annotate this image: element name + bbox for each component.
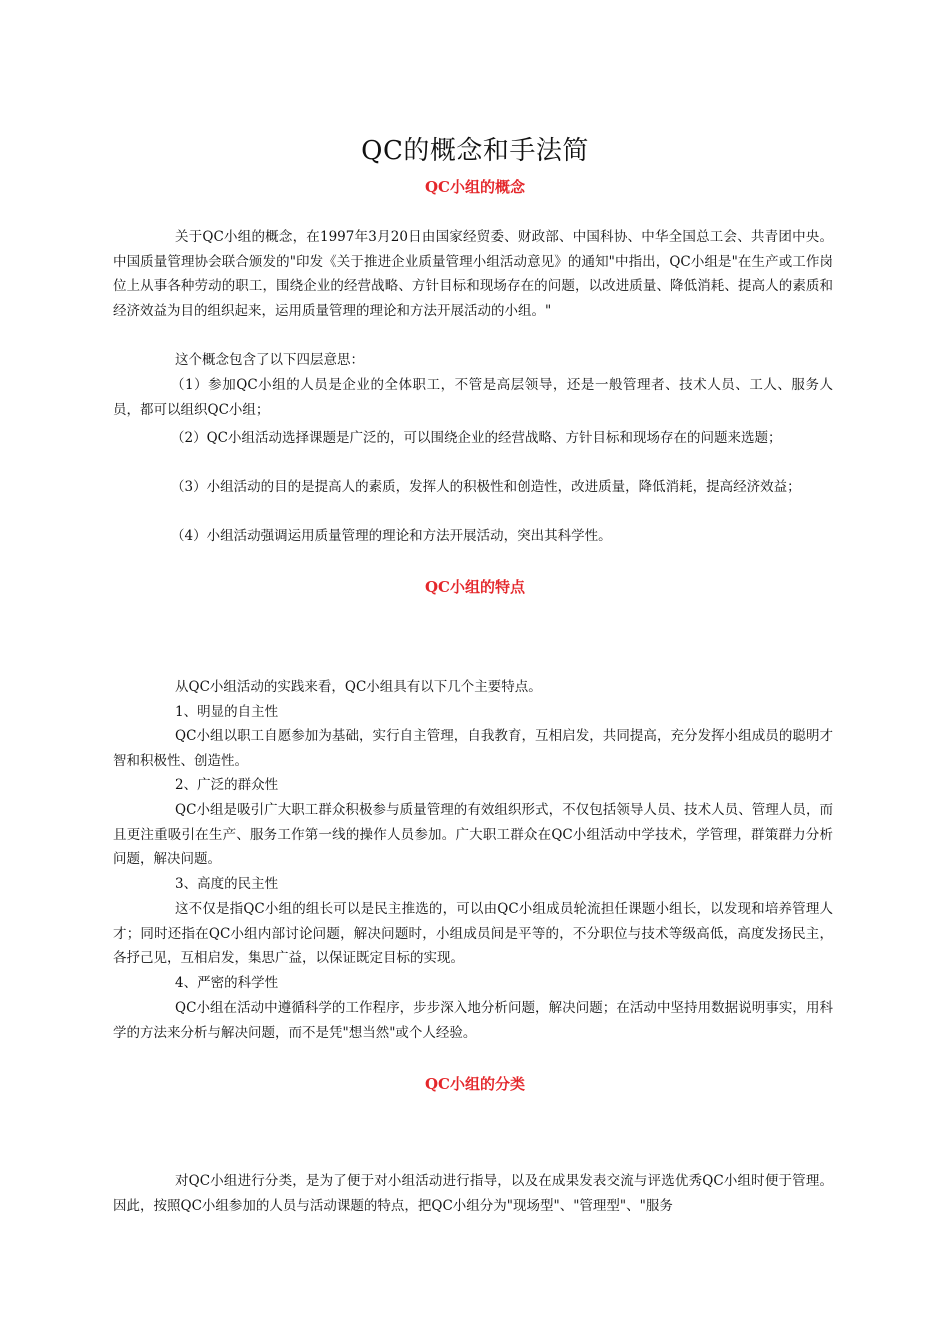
paragraph-concept-point-4: （4）小组活动强调运用质量管理的理论和方法开展活动，突出其科学性。 [171, 528, 612, 544]
section-heading-features: QC小组的特点 [424, 578, 525, 596]
paragraph-concept-point-1: （1）参加QC小组的人员是企业的全体职工，不管是高层领导，还是一般管理者、技术人员、工人、服务人员，都可以组织QC小组； [113, 377, 833, 418]
paragraph-concept-point-2: （2）QC小组活动选择课题是广泛的，可以围绕企业的经营战略、方针目标和现场存在的问题来选题； [171, 430, 782, 446]
paragraph-feature-4-title: 4、严密的科学性 [175, 975, 279, 991]
paragraph-concept-point-3: （3）小组活动的目的是提高人的素质，发挥人的积极性和创造性，改进质量，降低消耗，提高经济效益； [171, 479, 801, 495]
paragraph-concept-intro: 这个概念包含了以下四层意思： [175, 352, 364, 368]
section-heading-classification: QC小组的分类 [424, 1075, 525, 1093]
paragraph-feature-1-body: QC小组以职工自愿参加为基础，实行自主管理，自我教育，互相启发，共同提高，充分发挥小组成员的聪明才智和积极性、创造性。 [113, 728, 833, 769]
paragraph-feature-1-title: 1、明显的自主性 [175, 704, 279, 720]
paragraph-feature-2-title: 2、广泛的群众性 [175, 777, 279, 793]
paragraph-classification-intro: 对QC小组进行分类，是为了便于对小组活动进行指导，以及在成果发表交流与评选优秀QC小组时便于管理。因此，按照QC小组参加的人员与活动课题的特点，把QC小组分为"现场型"、"管理型"、"服务 [113, 1173, 833, 1214]
paragraph-feature-3-body: 这不仅是指QC小组的组长可以是民主推选的，可以由QC小组成员轮流担任课题小组长，以发现和培养管理人才；同时还指在QC小组内部讨论问题，解决问题时，小组成员间是平等的，不分职位与技术等级高低，高度发扬民主，各抒己见，互相启发，集思广益，以保证既定目标的实现。 [113, 901, 833, 967]
section-heading-concept: QC小组的概念 [424, 178, 525, 196]
paragraph-feature-4-body: QC小组在活动中遵循科学的工作程序，步步深入地分析问题，解决问题；在活动中坚持用数据说明事实，用科学的方法来分析与解决问题，而不是凭"想当然"或个人经验。 [113, 1000, 833, 1041]
paragraph-feature-3-title: 3、高度的民主性 [175, 876, 279, 892]
paragraph-feature-2-body: QC小组是吸引广大职工群众积极参与质量管理的有效组织形式，不仅包括领导人员、技术人员、管理人员，而且更注重吸引在生产、服务工作第一线的操作人员参加。广大职工群众在QC小组活动中学技术，学管理，群策群力分析问题，解决问题。 [113, 802, 833, 868]
paragraph-features-intro: 从QC小组活动的实践来看，QC小组具有以下几个主要特点。 [175, 679, 542, 695]
paragraph-concept-definition: 关于QC小组的概念，在1997年3月20日由国家经贸委、财政部、中国科协、中华全国总工会、共青团中央。中国质量管理协会联合颁发的"印发《关于推进企业质量管理小组活动意见》的通知"中指出，QC小组是"在生产或工作岗位上从事各种劳动的职工，围绕企业的经营战略、方针目标和现场存在的问题，以改进质量、降低消耗、提高人的素质和经济效益为目的组织起来，运用质量管理的理论和方法开展活动的小组。" [113, 229, 833, 319]
document-title: QC的概念和手法简 [361, 136, 589, 166]
